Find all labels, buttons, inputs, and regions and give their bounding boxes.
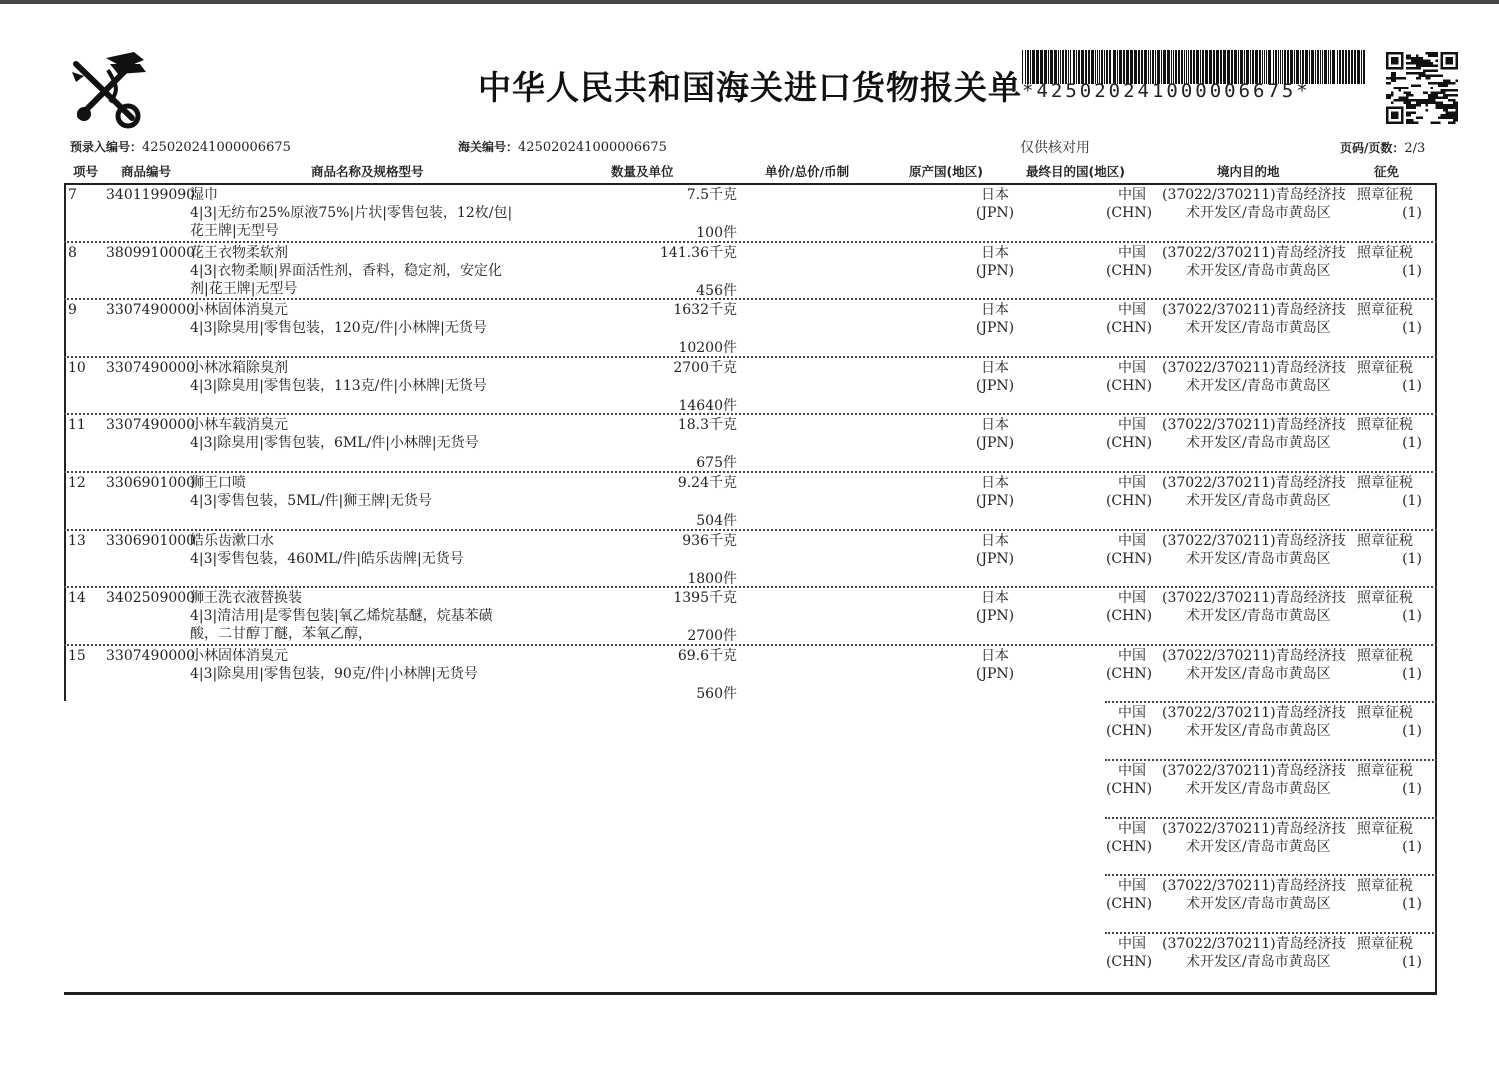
item-origin: 日本 — [981, 647, 1009, 664]
item-destination: 中国 — [1118, 647, 1146, 664]
item-no: 12 — [68, 475, 86, 491]
item-no: 7 — [68, 187, 77, 203]
item-destination-code: (CHN) — [1105, 608, 1153, 625]
item-levy-code: (1) — [1402, 377, 1422, 394]
item-code: 3307490000 — [106, 417, 196, 434]
row-separator — [64, 298, 1437, 300]
barcode-text: *425020241000006675* — [1022, 80, 1311, 102]
item-qty: 7.5千克 — [686, 187, 737, 203]
pre-entry-number — [70, 138, 291, 155]
item-domestic-line2: 术开发区/青岛市黄岛区 — [1186, 320, 1331, 337]
item-origin-code: (JPN) — [975, 550, 1015, 567]
page-label: 页码/页数： — [1340, 141, 1405, 155]
row-separator — [1105, 932, 1437, 934]
item-origin-code: (JPN) — [975, 377, 1015, 394]
item-spec-line1: 4|3|无纺布25%原液75%|片状|零售包装，12枚/包| — [190, 205, 513, 221]
item-qty-secondary: 10200件 — [678, 340, 737, 357]
item-domestic-line2: 术开发区/青岛市黄岛区 — [1186, 953, 1331, 970]
item-domestic-line2: 术开发区/青岛市黄岛区 — [1186, 781, 1331, 797]
pre-entry-value: 425020241000006675 — [142, 140, 291, 155]
item-domestic-line2: 术开发区/青岛市黄岛区 — [1186, 493, 1331, 509]
item-domestic-line2: 术开发区/青岛市黄岛区 — [1186, 377, 1331, 394]
item-levy-code: (1) — [1402, 723, 1422, 740]
item-origin-code: (JPN) — [975, 493, 1015, 509]
table-bottom-border — [64, 992, 1437, 995]
item-origin: 日本 — [981, 187, 1009, 203]
item-levy-code: (1) — [1402, 262, 1422, 279]
item-levy-code: (1) — [1402, 205, 1422, 221]
item-qty-secondary: 1800件 — [687, 570, 737, 587]
row-separator — [1105, 701, 1437, 703]
item-destination-code: (CHN) — [1105, 493, 1153, 509]
item-name: 皓乐齿漱口水 — [190, 532, 274, 549]
item-destination-code: (CHN) — [1105, 781, 1153, 797]
header-origin: 原产国(地区) — [909, 164, 983, 179]
item-no: 15 — [68, 647, 86, 664]
item-domestic-line1: (37022/370211)青岛经济技 — [1162, 763, 1346, 779]
item-origin: 日本 — [981, 359, 1009, 376]
item-no: 9 — [68, 302, 77, 319]
item-levy-code: (1) — [1402, 608, 1422, 625]
item-qty: 936千克 — [682, 532, 737, 549]
item-qty: 1632千克 — [673, 302, 737, 319]
item-spec-line1: 4|3|零售包装，460ML/件|皓乐齿牌|无货号 — [190, 550, 464, 567]
header-item-no: 项号 — [73, 164, 99, 179]
item-destination: 中国 — [1118, 417, 1146, 434]
item-qty: 69.6千克 — [677, 647, 737, 664]
item-spec-line1: 4|3|除臭用|零售包装，120克/件|小林牌|无货号 — [190, 320, 487, 337]
item-levy: 照章征税 — [1357, 820, 1413, 837]
item-qty: 18.3千克 — [677, 417, 737, 434]
item-origin-code: (JPN) — [975, 262, 1015, 279]
item-domestic-line1: (37022/370211)青岛经济技 — [1162, 590, 1346, 607]
item-domestic-line1: (37022/370211)青岛经济技 — [1162, 302, 1346, 319]
item-domestic-line2: 术开发区/青岛市黄岛区 — [1186, 723, 1331, 740]
row-separator — [64, 356, 1437, 358]
barcode — [1022, 50, 1365, 84]
item-destination-code: (CHN) — [1105, 377, 1153, 394]
item-domestic-line2: 术开发区/青岛市黄岛区 — [1186, 665, 1331, 682]
item-spec-line2: 剂|花王牌|无型号 — [190, 280, 298, 297]
customs-number — [458, 138, 667, 155]
item-domestic-line2: 术开发区/青岛市黄岛区 — [1186, 896, 1331, 913]
table-left-border — [64, 183, 66, 701]
item-qty-secondary: 560件 — [696, 685, 737, 702]
item-domestic-line1: (37022/370211)青岛经济技 — [1162, 244, 1346, 261]
item-levy-code: (1) — [1402, 435, 1422, 452]
item-origin-code: (JPN) — [975, 435, 1015, 452]
item-levy: 照章征税 — [1357, 359, 1413, 376]
item-no: 10 — [68, 359, 86, 376]
item-destination: 中国 — [1118, 532, 1146, 549]
item-code: 3306901000 — [106, 532, 196, 549]
item-no: 11 — [68, 417, 86, 434]
item-origin: 日本 — [981, 417, 1009, 434]
item-destination: 中国 — [1118, 820, 1146, 837]
row-separator — [1105, 817, 1437, 819]
qr-code — [1386, 52, 1458, 124]
item-domestic-line2: 术开发区/青岛市黄岛区 — [1186, 550, 1331, 567]
row-separator — [64, 241, 1437, 243]
item-name: 小林固体消臭元 — [190, 302, 288, 319]
item-destination-code: (CHN) — [1105, 435, 1153, 452]
item-code: 3809910000 — [106, 244, 196, 261]
item-qty: 141.36千克 — [660, 244, 737, 261]
item-code: 3307490000 — [106, 302, 196, 319]
item-domestic-line1: (37022/370211)青岛经济技 — [1162, 705, 1346, 722]
item-levy-code: (1) — [1402, 320, 1422, 337]
item-spec-line1: 4|3|除臭用|零售包装，90克/件|小林牌|无货号 — [190, 665, 478, 682]
item-qty-secondary: 504件 — [696, 513, 737, 529]
item-levy-code: (1) — [1402, 896, 1422, 913]
item-no: 13 — [68, 532, 86, 549]
item-levy-code: (1) — [1402, 781, 1422, 797]
item-destination-code: (CHN) — [1105, 723, 1153, 740]
item-destination: 中国 — [1118, 302, 1146, 319]
item-name: 狮王口喷 — [190, 475, 246, 491]
customs-label: 海关编号： — [458, 140, 519, 154]
item-domestic-line1: (37022/370211)青岛经济技 — [1162, 820, 1346, 837]
customs-emblem-icon — [66, 50, 150, 132]
page-info — [1340, 139, 1425, 156]
header-levy: 征免 — [1374, 164, 1400, 179]
item-levy-code: (1) — [1402, 838, 1422, 855]
table-top-border — [64, 183, 1437, 185]
item-qty-secondary: 14640件 — [678, 397, 737, 414]
header-destination: 最终目的国(地区) — [1026, 164, 1125, 179]
item-spec-line1: 4|3|零售包装，5ML/件|狮王牌|无货号 — [190, 493, 432, 509]
item-destination-code: (CHN) — [1105, 320, 1153, 337]
item-domestic-line1: (37022/370211)青岛经济技 — [1162, 417, 1346, 434]
item-destination: 中国 — [1118, 244, 1146, 261]
document-title: 中华人民共和国海关进口货物报关单 — [478, 68, 1022, 107]
verify-note: 仅供核对用 — [1020, 140, 1090, 156]
item-levy: 照章征税 — [1357, 935, 1413, 952]
row-separator — [64, 529, 1437, 531]
row-separator — [1105, 874, 1437, 876]
item-destination: 中国 — [1118, 187, 1146, 203]
item-domestic-line2: 术开发区/青岛市黄岛区 — [1186, 262, 1331, 279]
item-levy: 照章征税 — [1357, 475, 1413, 491]
item-name: 小林固体消臭元 — [190, 647, 288, 664]
item-levy-code: (1) — [1402, 665, 1422, 682]
item-origin: 日本 — [981, 532, 1009, 549]
item-domestic-line2: 术开发区/青岛市黄岛区 — [1186, 608, 1331, 625]
header-qty-unit: 数量及单位 — [611, 164, 674, 179]
row-separator — [64, 586, 1437, 588]
item-qty: 1395千克 — [673, 590, 737, 607]
item-code: 3401199090 — [106, 187, 196, 203]
item-name: 湿巾 — [190, 187, 218, 203]
item-spec-line1: 4|3|衣物柔顺|界面活性剂，香料，稳定剂，安定化 — [190, 262, 502, 279]
item-domestic-line1: (37022/370211)青岛经济技 — [1162, 359, 1346, 376]
item-levy-code: (1) — [1402, 493, 1422, 509]
item-name: 小林车载消臭元 — [190, 417, 288, 434]
item-destination: 中国 — [1118, 359, 1146, 376]
item-origin-code: (JPN) — [975, 205, 1015, 221]
item-origin: 日本 — [981, 590, 1009, 607]
item-destination-code: (CHN) — [1105, 665, 1153, 682]
item-destination: 中国 — [1118, 705, 1146, 722]
row-separator — [64, 413, 1437, 415]
item-qty: 2700千克 — [673, 359, 737, 376]
item-origin: 日本 — [981, 244, 1009, 261]
header-name-spec: 商品名称及规格型号 — [311, 164, 424, 179]
item-destination-code: (CHN) — [1105, 838, 1153, 855]
item-levy: 照章征税 — [1357, 532, 1413, 549]
header-price: 单价/总价/币制 — [765, 164, 850, 179]
item-destination: 中国 — [1118, 935, 1146, 952]
item-levy: 照章征税 — [1357, 763, 1413, 779]
item-qty-secondary: 2700件 — [687, 628, 737, 645]
item-destination-code: (CHN) — [1105, 550, 1153, 567]
item-code: 3307490000 — [106, 359, 196, 376]
item-qty: 9.24千克 — [677, 475, 737, 491]
item-domestic-line1: (37022/370211)青岛经济技 — [1162, 475, 1346, 491]
header-code: 商品编号 — [121, 164, 172, 179]
item-qty-secondary: 675件 — [696, 455, 737, 472]
item-destination: 中国 — [1118, 475, 1146, 491]
top-border — [0, 0, 1499, 4]
item-domestic-line2: 术开发区/青岛市黄岛区 — [1186, 435, 1331, 452]
item-name: 花王衣物柔软剂 — [190, 244, 288, 261]
item-code: 3307490000 — [106, 647, 196, 664]
item-name: 狮王洗衣液替换装 — [190, 590, 302, 607]
item-code: 3306901000 — [106, 475, 196, 491]
page-value: 2/3 — [1404, 141, 1426, 156]
item-domestic-line1: (37022/370211)青岛经济技 — [1162, 532, 1346, 549]
item-destination-code: (CHN) — [1105, 953, 1153, 970]
item-origin: 日本 — [981, 302, 1009, 319]
item-levy: 照章征税 — [1357, 590, 1413, 607]
item-no: 14 — [68, 590, 86, 607]
header-domestic: 境内目的地 — [1217, 164, 1280, 179]
item-domestic-line1: (37022/370211)青岛经济技 — [1162, 187, 1346, 203]
item-levy: 照章征税 — [1357, 244, 1413, 261]
item-spec-line2: 酸，二甘醇丁醚，苯氧乙醇， — [190, 626, 372, 643]
item-destination-code: (CHN) — [1105, 205, 1153, 221]
item-domestic-line1: (37022/370211)青岛经济技 — [1162, 647, 1346, 664]
item-levy: 照章征税 — [1357, 878, 1413, 895]
item-levy: 照章征税 — [1357, 705, 1413, 722]
item-no: 8 — [68, 244, 77, 261]
item-levy: 照章征税 — [1357, 417, 1413, 434]
item-spec-line1: 4|3|除臭用|零售包装，113克/件|小林牌|无货号 — [190, 377, 487, 394]
item-domestic-line1: (37022/370211)青岛经济技 — [1162, 935, 1346, 952]
row-separator — [64, 644, 1437, 646]
item-destination: 中国 — [1118, 878, 1146, 895]
item-domestic-line2: 术开发区/青岛市黄岛区 — [1186, 205, 1331, 221]
item-domestic-line1: (37022/370211)青岛经济技 — [1162, 878, 1346, 895]
item-levy: 照章征税 — [1357, 302, 1413, 319]
item-destination: 中国 — [1118, 590, 1146, 607]
pre-entry-label: 预录入编号： — [70, 140, 143, 154]
row-separator — [64, 471, 1437, 473]
item-origin-code: (JPN) — [975, 665, 1015, 682]
item-domestic-line2: 术开发区/青岛市黄岛区 — [1186, 838, 1331, 855]
item-origin: 日本 — [981, 475, 1009, 491]
item-levy: 照章征税 — [1357, 187, 1413, 203]
item-destination: 中国 — [1118, 763, 1146, 779]
item-qty-secondary: 456件 — [696, 282, 737, 299]
item-levy: 照章征税 — [1357, 647, 1413, 664]
item-code: 3402509000 — [106, 590, 196, 607]
item-spec-line2: 花王牌|无型号 — [190, 223, 279, 239]
customs-value: 425020241000006675 — [518, 140, 667, 155]
item-destination-code: (CHN) — [1105, 896, 1153, 913]
item-qty-secondary: 100件 — [696, 225, 737, 241]
item-levy-code: (1) — [1402, 953, 1422, 970]
item-spec-line1: 4|3|除臭用|零售包装，6ML/件|小林牌|无货号 — [190, 435, 479, 452]
item-destination-code: (CHN) — [1105, 262, 1153, 279]
item-name: 小林冰箱除臭剂 — [190, 359, 288, 376]
item-levy-code: (1) — [1402, 550, 1422, 567]
row-separator — [1105, 759, 1437, 761]
item-origin-code: (JPN) — [975, 608, 1015, 625]
item-spec-line1: 4|3|清洁用|是零售包装|氧乙烯烷基醚，烷基苯磺 — [190, 608, 493, 625]
item-origin-code: (JPN) — [975, 320, 1015, 337]
